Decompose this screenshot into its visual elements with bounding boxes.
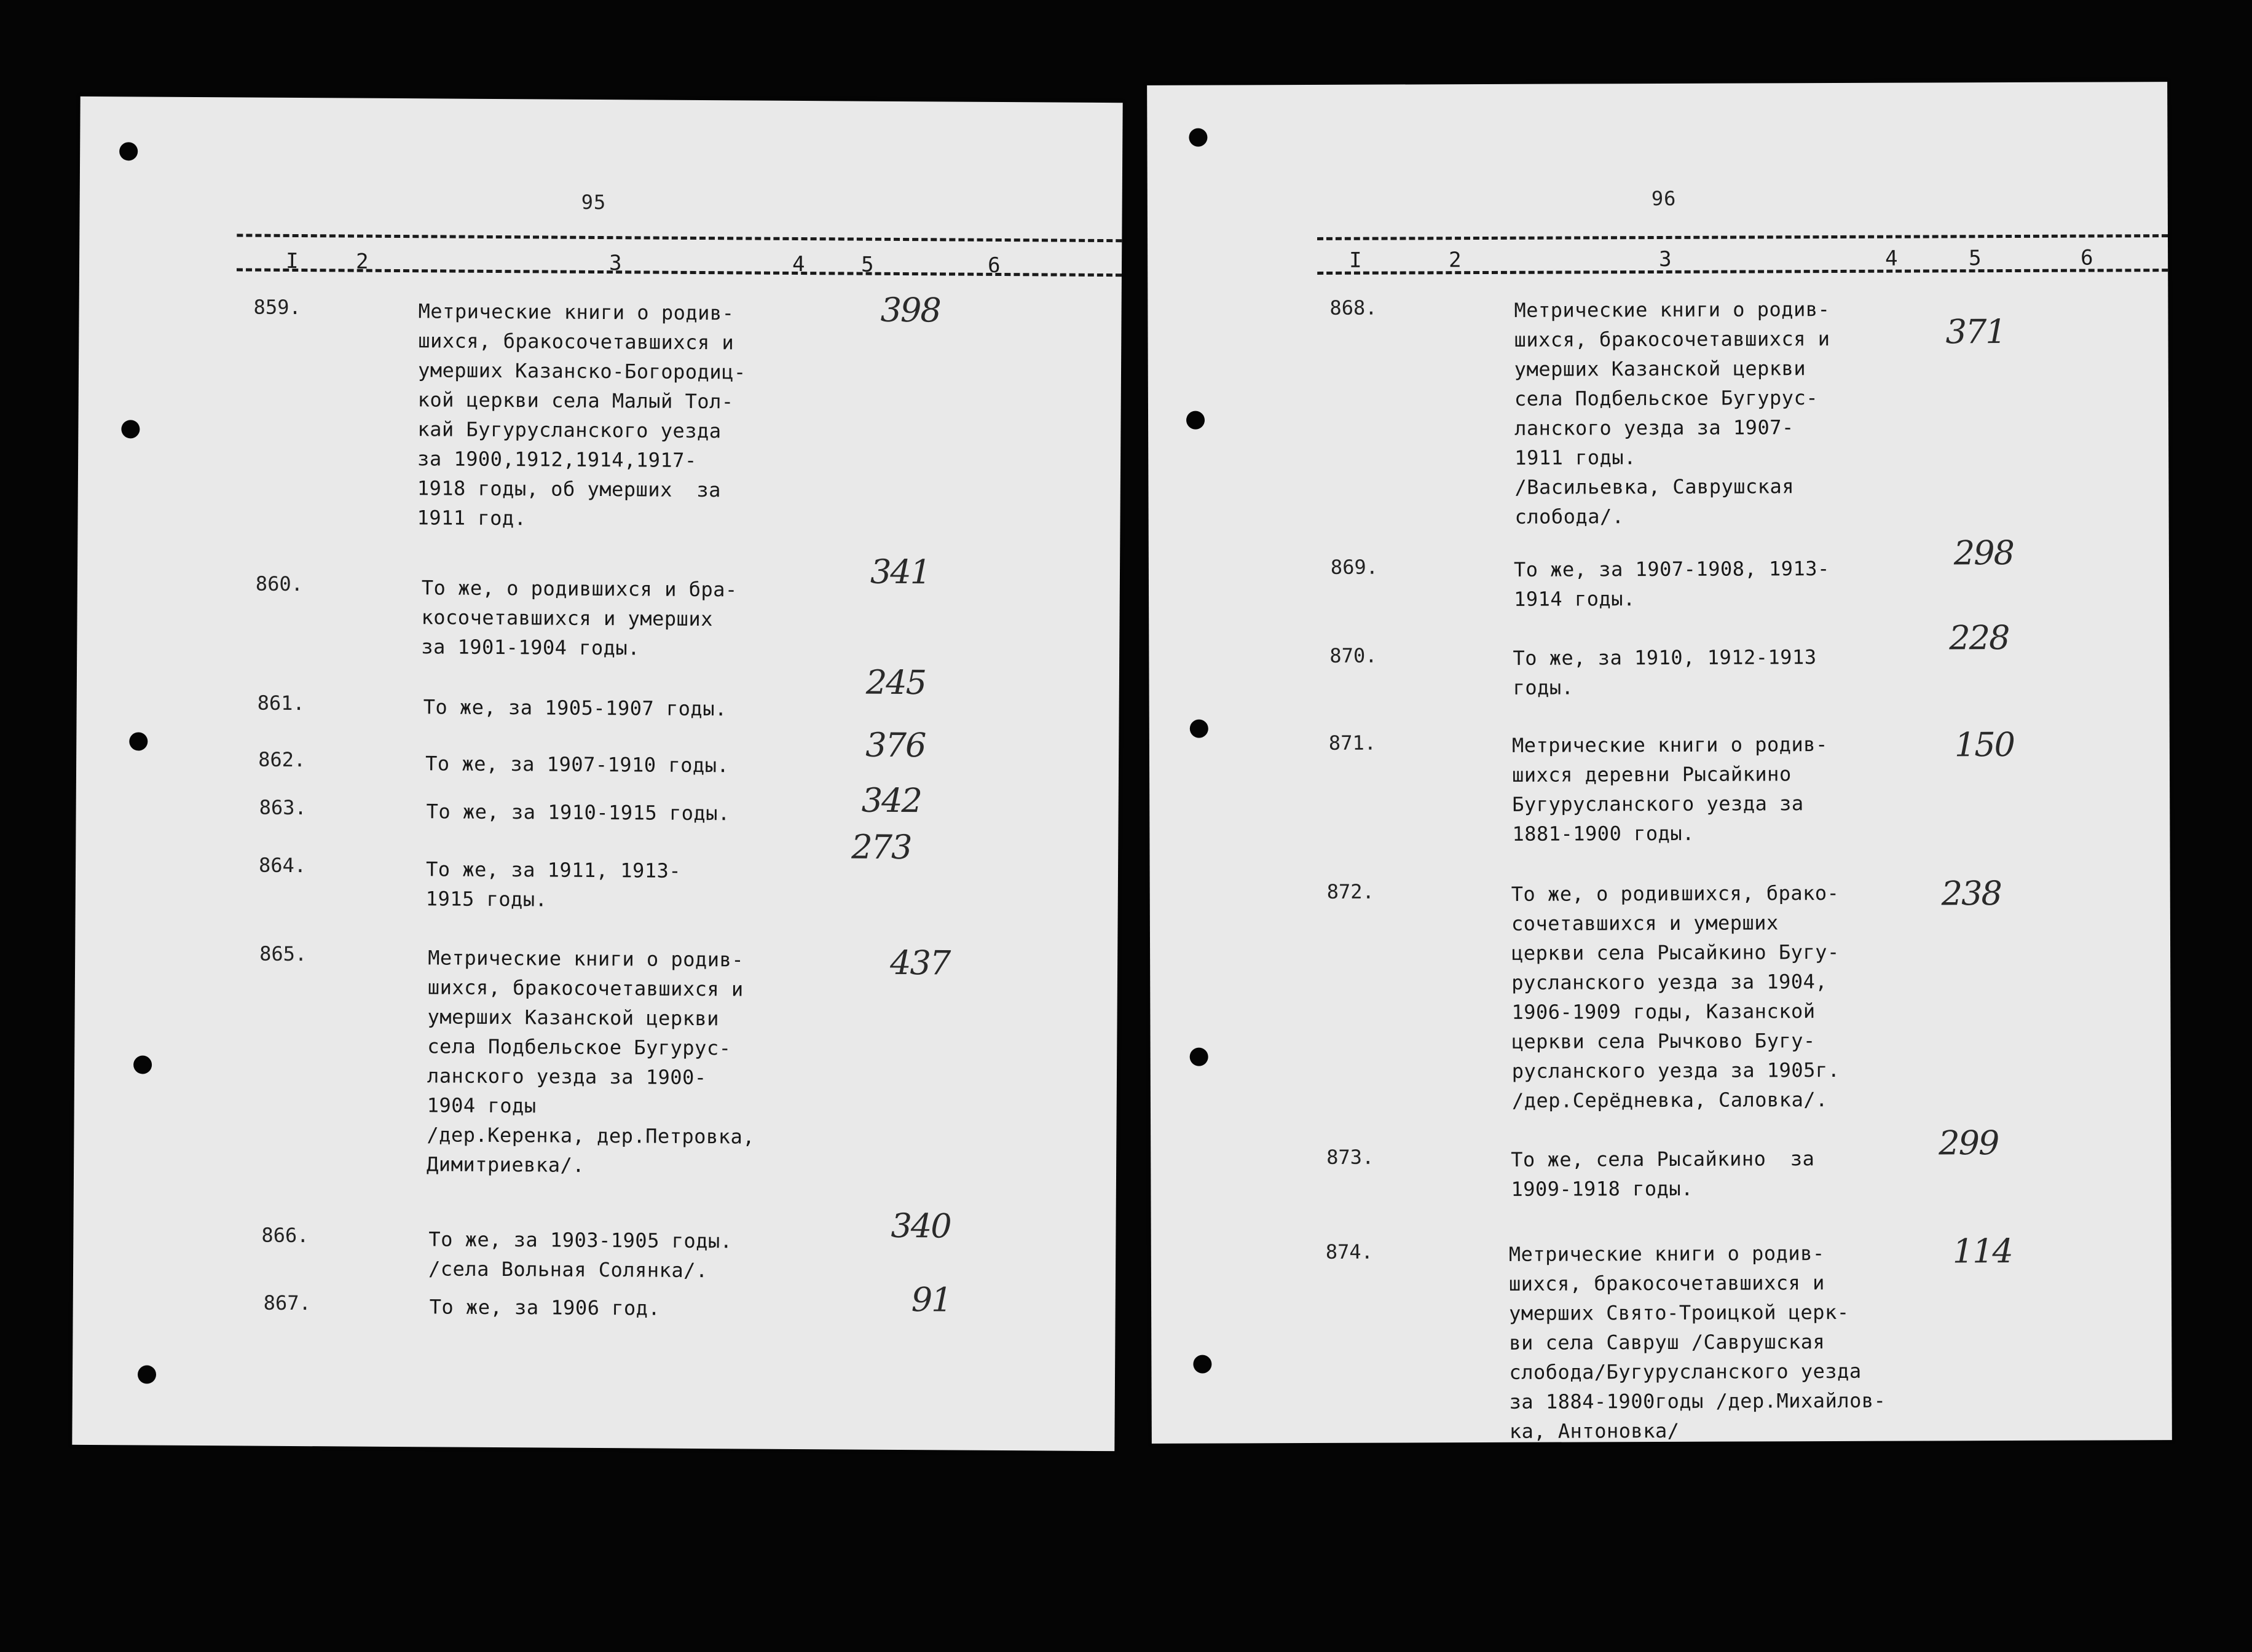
- table-row: [1148, 293, 2168, 529]
- entry-number: 874.: [1325, 1240, 1373, 1264]
- entry-description: То же, села Рысайкино за 1909-1918 годы.: [1511, 1147, 1815, 1201]
- entry-number: 864.: [258, 853, 307, 878]
- entry-page-count: 342: [861, 781, 922, 820]
- entry-page-count: 398: [880, 290, 940, 330]
- table-row: [1151, 1232, 2171, 1443]
- table-row: [1151, 1123, 2171, 1201]
- entry-description: То же, за 1905-1907 годы.: [423, 695, 727, 721]
- entry-page-count: 371: [1945, 312, 2006, 352]
- entry-page-count: 238: [1941, 874, 2001, 913]
- entry-description: Метрические книги о родив- шихся, бракосочетавшихся и умерших Казанско-Богородиц- кой церкви села Малый Тол- кай Бугурусланского уезда за 1900,1912,1914,1917- 1918 годы, об умерших за 1911 год.: [417, 299, 746, 530]
- punch-hole: [138, 1365, 156, 1383]
- punch-hole: [1186, 411, 1205, 430]
- punch-hole: [1190, 1048, 1208, 1066]
- table-row: [73, 1280, 1116, 1320]
- table-row: [1149, 533, 2169, 611]
- entry-page-count: 298: [1953, 533, 2014, 573]
- entry-description: То же, за 1903-1905 годы. /села Вольная Солянка/.: [428, 1227, 733, 1283]
- entry-page-count: 273: [851, 827, 911, 867]
- punch-hole: [1193, 1355, 1211, 1374]
- entry-description: То же, о родившихся и бра- косочетавшихся и умерших за 1901-1904 годы.: [421, 576, 738, 660]
- table-row: [79, 290, 1122, 530]
- entry-page-count: 340: [891, 1206, 951, 1246]
- column-header: 4: [792, 251, 805, 277]
- table-row: [76, 725, 1119, 777]
- entry-page-count: 114: [1952, 1232, 2012, 1271]
- column-header: I: [285, 248, 299, 274]
- entry-page-count: 341: [870, 552, 931, 592]
- entry-page-count: 150: [1954, 725, 2015, 765]
- entry-number: 867.: [263, 1291, 311, 1315]
- entry-page-count: 376: [865, 725, 926, 765]
- entry-number: 861.: [257, 691, 305, 715]
- column-header: 3: [608, 251, 622, 276]
- entry-number: 865.: [259, 942, 307, 966]
- header-rule-top: [1317, 234, 2168, 240]
- entry-page-count: 437: [889, 943, 950, 983]
- entry-number: 866.: [261, 1223, 309, 1248]
- entry-description: То же, за 1910, 1912-1913 годы.: [1513, 645, 1817, 699]
- entry-description: То же, за 1907-1910 годы.: [425, 752, 730, 777]
- table-row: [1149, 618, 2169, 699]
- column-header: I: [1349, 248, 1362, 273]
- entry-description: То же, за 1910-1915 годы.: [426, 800, 730, 825]
- entry-number: 862.: [258, 747, 306, 772]
- archive-page-right: [1147, 82, 2172, 1444]
- column-header: 4: [1885, 246, 1898, 271]
- entry-number: 869.: [1330, 555, 1379, 579]
- column-header: 6: [987, 253, 1001, 278]
- column-header: 2: [1449, 248, 1462, 273]
- column-header: 6: [2081, 245, 2093, 270]
- punch-hole: [129, 732, 148, 750]
- entry-number: 872.: [1326, 879, 1374, 903]
- table-row: [76, 781, 1119, 825]
- table-row: [74, 1206, 1116, 1283]
- column-header: 2: [355, 249, 369, 274]
- table-row: [1149, 725, 2170, 846]
- entry-description: То же, за 1906 год.: [429, 1295, 661, 1320]
- entry-description: Метрические книги о родив- шихся, бракосочетавшихся и умерших Казанской церкви села Подбельское Бугурус- ланского уезда за 1907- 1911 годы. /Васильевка, Саврушская слобода/.: [1514, 297, 1830, 529]
- entry-page-count: 299: [1939, 1123, 1999, 1163]
- entry-page-count: 245: [865, 663, 926, 702]
- entry-description: Метрические книги о родив- шихся, бракосочетавшихся и умерших Казанской церкви села Подбельское Бугурус- ланского уезда за 1900- 1904 годы /дер.Керенка, дер.Петровка, Димитриевка/.: [426, 946, 755, 1177]
- table-row: [77, 663, 1119, 721]
- table-row: [76, 827, 1118, 911]
- entry-number: 870.: [1329, 643, 1377, 667]
- entry-description: Метрические книги о родив- шихся, бракосочетавшихся и умерших Свято-Троицкой церк- ви села Савруш /Саврушская слобода/Бугурусланского уезда за 1884-1900годы /дер.Михайлов- ка, Антоновка/: [1508, 1241, 1886, 1443]
- entry-number: 871.: [1328, 731, 1377, 755]
- punch-hole: [1189, 128, 1207, 147]
- column-header: 3: [1659, 246, 1672, 272]
- entry-number: 863.: [259, 795, 307, 820]
- entry-description: Метрические книги о родив- шихся деревни Рысайкино Бугурусланского уезда за 1881-1900 годы.: [1511, 733, 1828, 846]
- entry-description: То же, за 1907-1908, 1913- 1914 годы.: [1513, 557, 1830, 611]
- entry-number: 860.: [255, 572, 304, 596]
- entry-page-count: 228: [1949, 618, 2009, 658]
- header-rule-top: [237, 234, 1122, 242]
- entry-number: 868.: [1329, 296, 1377, 320]
- entry-description: То же, за 1911, 1913- 1915 годы.: [425, 857, 682, 911]
- column-header: 5: [1969, 246, 1982, 271]
- punch-hole: [121, 420, 140, 438]
- entry-page-count: 91: [911, 1280, 951, 1320]
- entry-number: 859.: [253, 295, 301, 320]
- punch-hole: [119, 142, 138, 160]
- punch-hole: [133, 1055, 152, 1074]
- entry-number: 873.: [1326, 1145, 1374, 1169]
- punch-hole: [1190, 720, 1208, 738]
- archive-page-left: [72, 96, 1122, 1451]
- table-row: [75, 941, 1117, 1177]
- table-row: [1150, 874, 2170, 1112]
- table-row: [77, 552, 1120, 660]
- entry-description: То же, о родившихся, брако- сочетавшихся и умерших церкви села Рысайкино Бугу- русланского уезда за 1904, 1906-1909 годы, Казанской церкви села Рычково Бугу- русланского уезда за 1905г. /дер.Серёдневка, Саловка/.: [1511, 881, 1840, 1112]
- page-number: 96: [1651, 186, 1677, 211]
- page-number: 95: [581, 190, 607, 214]
- column-header: 5: [860, 252, 874, 277]
